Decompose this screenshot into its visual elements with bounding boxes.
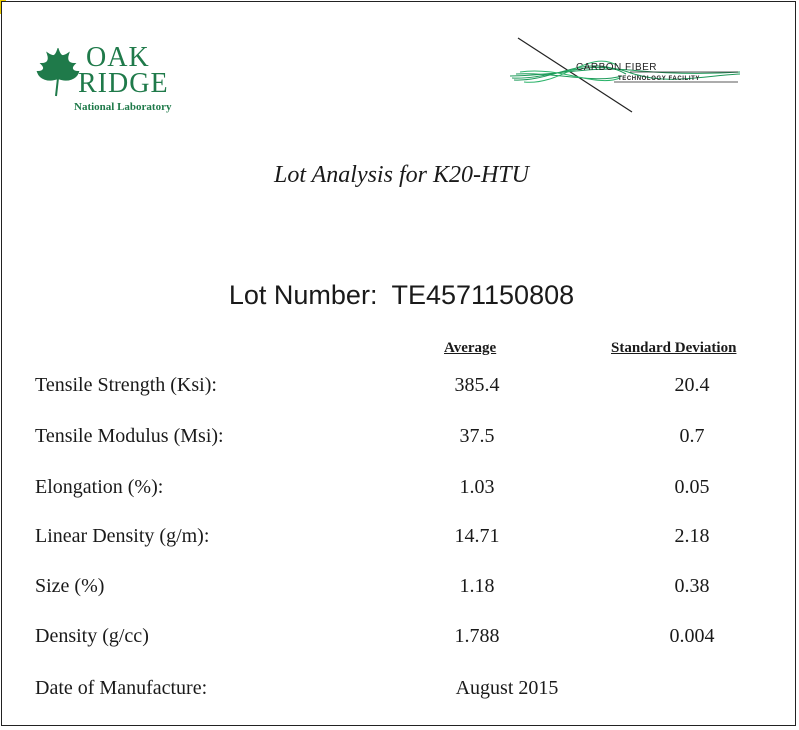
row-average: 385.4 (454, 374, 500, 396)
carbon-fiber-logo-title: CARBON FIBER (576, 62, 658, 73)
ornl-logo (34, 44, 194, 116)
table-row (2, 575, 799, 605)
table-row (2, 476, 799, 506)
lot-number-label: Lot Number: (228, 280, 378, 310)
manufacture-row (2, 677, 799, 707)
row-label: Linear Density (g/m): (35, 525, 210, 547)
document-frame (1, 1, 796, 726)
ornl-logo-ridge: RIDGE (78, 68, 169, 99)
table-row (2, 425, 799, 455)
ornl-logo-oak: OAK (86, 42, 150, 73)
row-average: 14.71 (454, 525, 500, 547)
table-row (2, 374, 799, 404)
manufacture-label: Date of Manufacture: (35, 677, 208, 699)
lot-number (2, 280, 799, 311)
row-std-dev: 20.4 (674, 374, 710, 396)
row-average: 1.788 (454, 625, 500, 647)
lot-number-value: TE4571150808 (391, 280, 575, 310)
row-label: Tensile Modulus (Msi): (35, 425, 224, 447)
row-label: Size (%) (35, 575, 105, 597)
row-std-dev: 0.004 (669, 625, 715, 647)
column-header-std-dev: Standard Deviation (611, 340, 737, 356)
table-row (2, 625, 799, 655)
row-label: Tensile Strength (Ksi): (35, 374, 217, 396)
row-label: Elongation (%): (35, 476, 164, 498)
document-title: Lot Analysis for K20-HTU (274, 162, 529, 188)
carbon-fiber-logo-subtitle: TECHNOLOGY FACILITY (618, 76, 700, 82)
row-std-dev: 0.38 (674, 575, 710, 597)
oak-leaf-icon (34, 48, 82, 98)
ornl-logo-subtitle: National Laboratory (74, 101, 172, 113)
row-std-dev: 2.18 (674, 525, 710, 547)
row-label: Density (g/cc) (35, 625, 149, 647)
row-average: 1.03 (459, 476, 495, 498)
carbon-fiber-logo (510, 36, 740, 116)
row-average: 1.18 (459, 575, 495, 597)
manufacture-date: August 2015 (455, 677, 559, 699)
column-header-average: Average (444, 340, 497, 356)
row-std-dev: 0.05 (674, 476, 710, 498)
row-average: 37.5 (459, 425, 495, 447)
table-row (2, 525, 799, 555)
row-std-dev: 0.7 (679, 425, 705, 447)
